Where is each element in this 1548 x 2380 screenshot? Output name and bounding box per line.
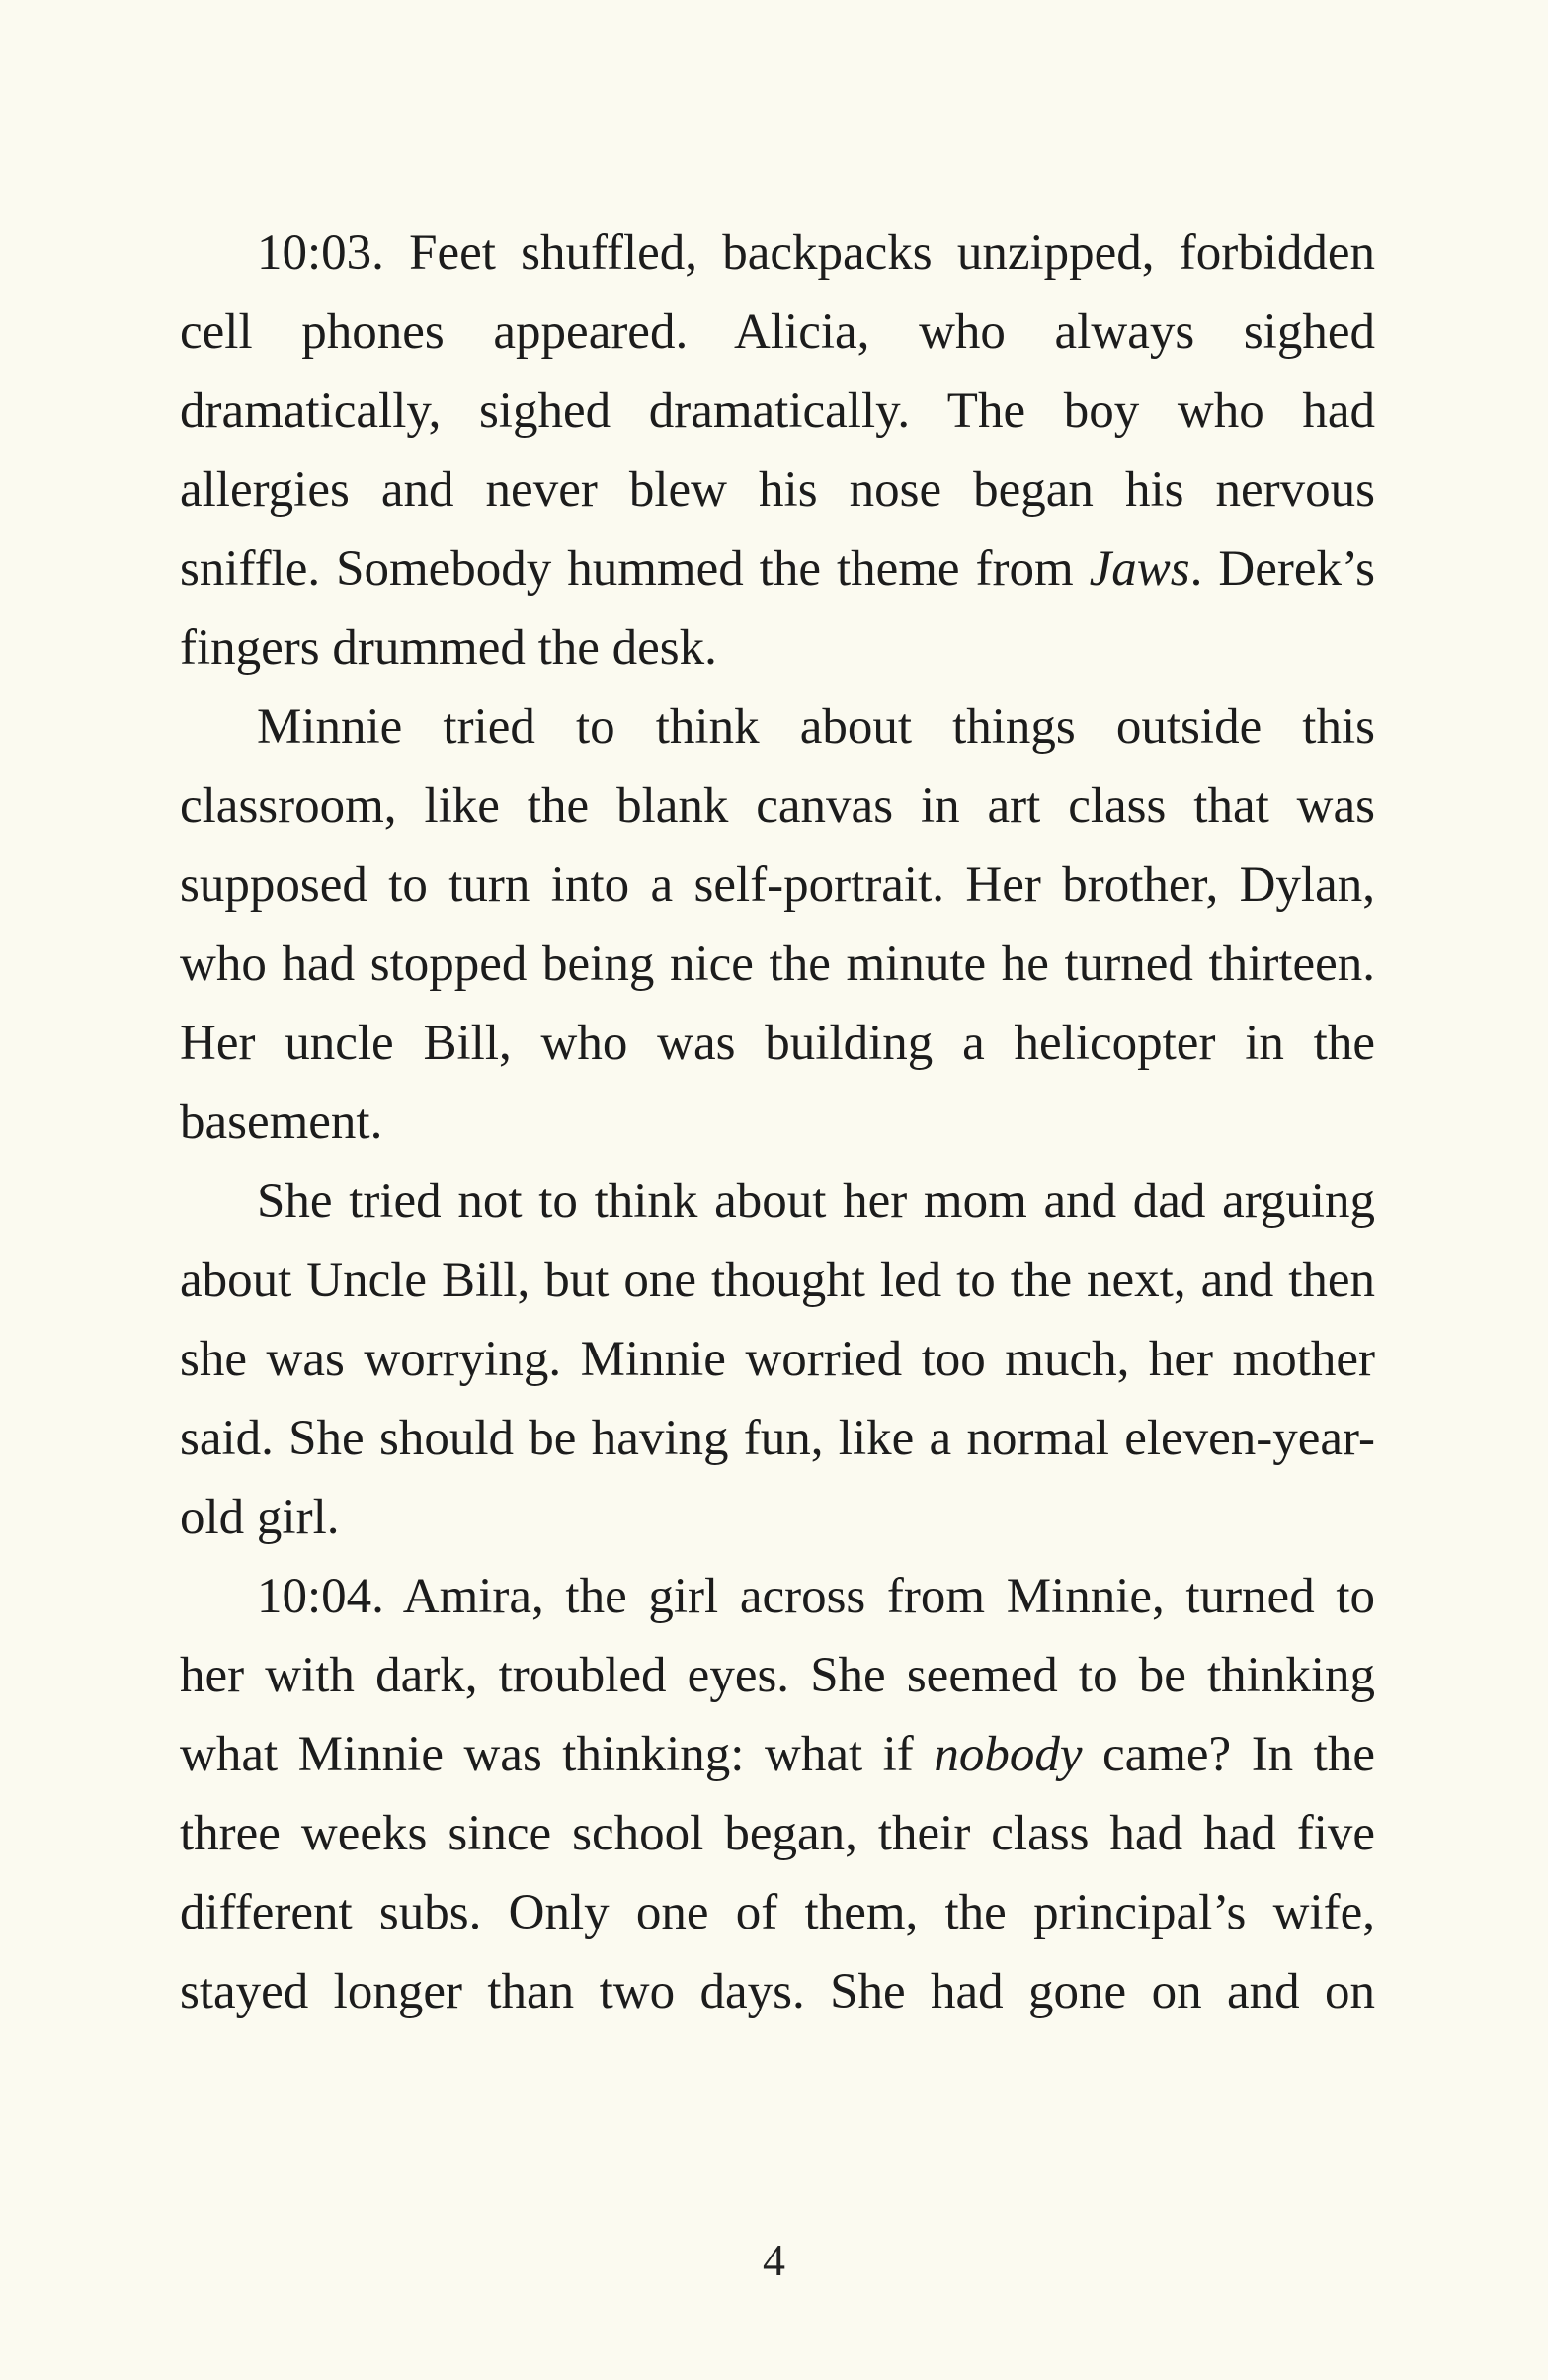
- paragraph-1-text: 10:03. Feet shuffled, backpacks unzipped, forbidden cell phones appeared. Alicia, who always sighed dramatically, sighed dramatically. The boy who had allergies and never blew his nose began his nervous sniffle. Somebody hummed the theme from: [180, 225, 1375, 597]
- paragraph-2-text: Minnie tried to think about things outside this classroom, like the blank canvas in art class that was supposed to turn into a self-portrait. Her brother, Dylan, who had stopped being nice the minute he turned thirteen. Her uncle Bill, who was building a helicopter in the basement.: [180, 699, 1375, 1150]
- paragraph-2: [180, 688, 1375, 1162]
- paragraph-4-text-end: came? In the three weeks since school began, their class had had five different subs. Only one of them, the principal’s wife, stayed longer than two days. She had gone on and on: [180, 1727, 1375, 2019]
- paragraph-4-italic-word: nobody: [934, 1727, 1083, 1782]
- paragraph-1: [180, 213, 1375, 688]
- paragraph-3: [180, 1162, 1375, 1557]
- paragraph-3-text: She tried not to think about her mom and dad arguing about Uncle Bill, but one thought led to the next, and then she was worrying. Minnie worried too much, her mother said. She should be having fun, like a normal eleven-year-old girl.: [180, 1174, 1375, 1545]
- page-number: 4: [763, 2235, 785, 2285]
- paragraph-1-italic-title: Jaws: [1089, 541, 1190, 597]
- paragraph-4-text: 10:04. Amira, the girl across from Minnie, turned to her with dark, troubled eyes. She seemed to be thinking what Minnie was thinking: what if: [180, 1569, 1375, 1782]
- paragraph-4: [180, 1557, 1375, 2031]
- body-text: [180, 213, 1375, 2031]
- paragraph-1-text-end: . Derek’s fingers drummed the desk.: [180, 541, 1375, 676]
